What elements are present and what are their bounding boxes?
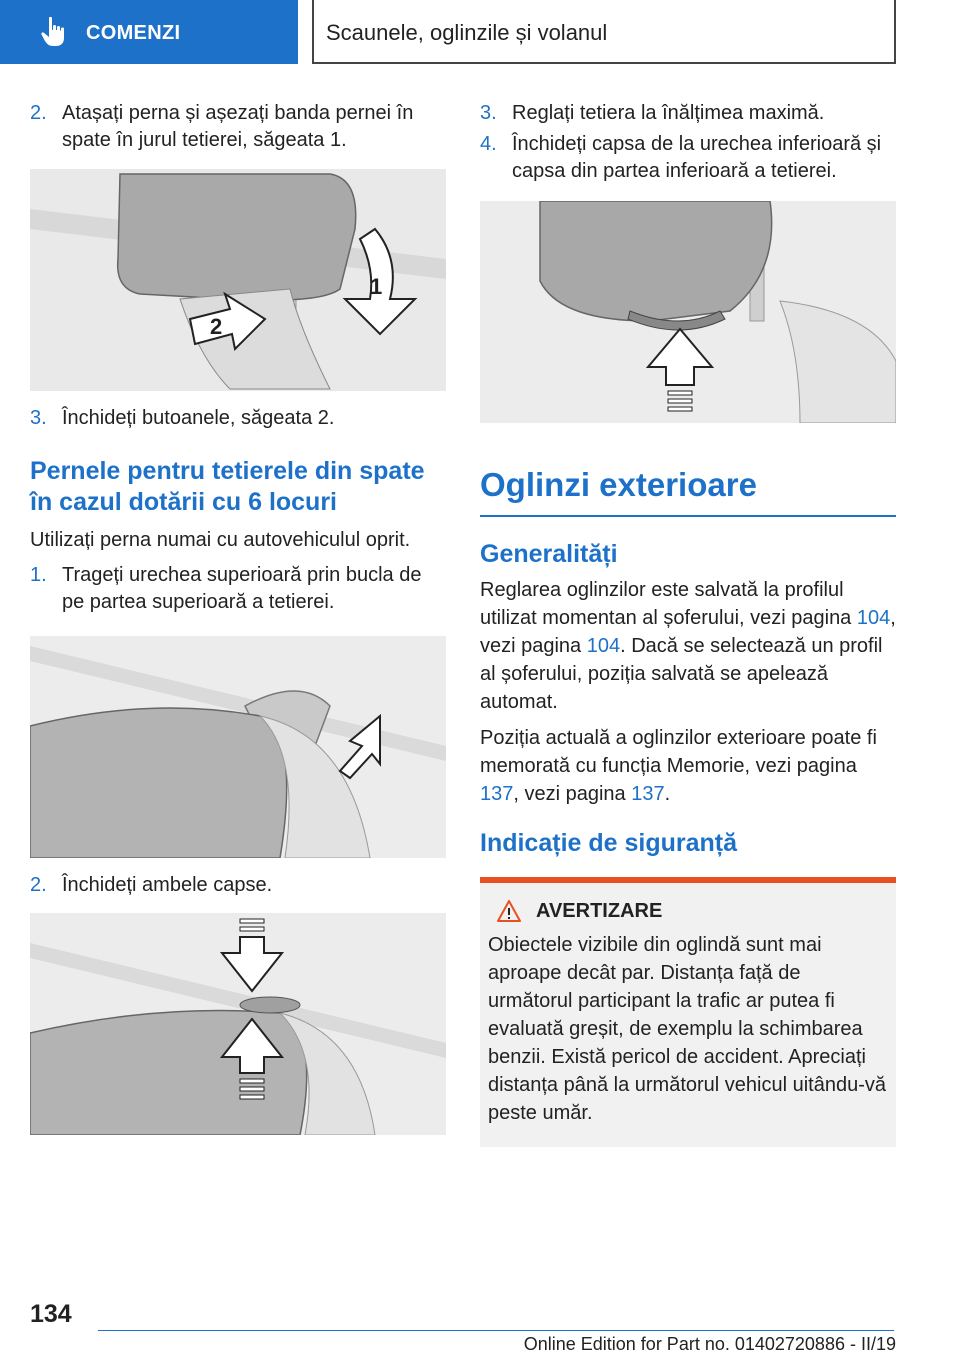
- section-heading-rear-cushions: Pernele pentru tetierele din spate în cazul dotării cu 6 locuri: [30, 457, 425, 516]
- para-text: . Dacă se selectează un profil al șoferului, poziția salvată se apelează automat.: [480, 635, 883, 713]
- step-adjust-headrest: [480, 100, 896, 127]
- step-number: 4.: [480, 133, 497, 155]
- footer-rule: [98, 1330, 894, 1331]
- para-text: , vezi pagina: [513, 783, 632, 805]
- step-number: 3.: [30, 407, 47, 429]
- arrow-1-label: 1: [370, 274, 383, 299]
- warning-label: AVERTIZARE: [536, 899, 663, 922]
- figure-headrest-lower-snap: [480, 201, 896, 423]
- subheading-general: Generalități: [480, 540, 618, 568]
- step-close-buttons: [30, 405, 446, 432]
- page-link-104[interactable]: 104: [856, 607, 891, 629]
- page-number: 134: [30, 1300, 72, 1328]
- section-title-exterior-mirrors: Oglinzi exterioare: [480, 466, 757, 503]
- para-text: Reglarea oglinzilor este salvată la profilul utilizat momentan al șoferului, vezi pagina: [480, 579, 857, 629]
- page-link-137[interactable]: 137: [480, 783, 514, 805]
- warning-box: [480, 877, 896, 1147]
- hand-pointer-icon: [40, 16, 68, 48]
- warning-header: [488, 899, 888, 923]
- step-text: Închideți capsa de la urechea inferioară și capsa din partea inferioară a tetierei.: [512, 133, 882, 182]
- para-text: Poziția actuală a oglinzilor exterioare poate fi memorată cu funcția Memorie, vezi pagina: [480, 727, 877, 777]
- arrow-2-label: 2: [210, 314, 223, 339]
- step-pull-upper-tab: [30, 562, 446, 616]
- title-rule: [480, 515, 896, 517]
- subheading-safety: Indicație de siguranță: [480, 829, 738, 857]
- step-close-both-snaps: [30, 872, 446, 899]
- step-text: Închideți ambele capse.: [62, 874, 273, 896]
- paragraph-profile: [480, 576, 896, 716]
- chapter-tab[interactable]: [0, 0, 298, 64]
- figure-headrest-cushion-arrows: [30, 169, 446, 391]
- step-text: Atașați perna și așezați banda pernei în spate în jurul tetierei, săgeata 1.: [62, 102, 414, 151]
- intro-text: Utilizați perna numai cu autovehiculul oprit.: [30, 529, 411, 551]
- figure-headrest-snaps: [30, 913, 446, 1135]
- figure-headrest-loop: [30, 636, 446, 858]
- footer-edition: Online Edition for Part no. 01402720886 - II/19: [523, 1334, 896, 1354]
- para-text: , vezi pagina: [480, 607, 896, 657]
- step-close-lower-snaps: [480, 131, 896, 185]
- chapter-tab-label: COMENZI: [86, 22, 181, 44]
- paragraph-memory: [480, 724, 896, 808]
- step-text: Reglați tetiera la înălțimea maximă.: [512, 102, 825, 124]
- para-text: .: [664, 783, 671, 805]
- section-header: [312, 0, 896, 64]
- section-title: Scaunele, oglinzile și volanul: [326, 20, 608, 45]
- step-attach-cushion: [30, 100, 446, 154]
- left-column: [30, 100, 446, 1135]
- step-number: 3.: [480, 102, 497, 124]
- step-text: Trageți urechea superioară prin bucla de pe partea superioară a tetierei.: [62, 564, 422, 613]
- right-column: [480, 100, 896, 1147]
- step-number: 2.: [30, 874, 47, 896]
- step-number: 1.: [30, 564, 47, 586]
- warning-triangle-icon: [496, 899, 522, 923]
- step-text: Închideți butoanele, săgeata 2.: [62, 407, 335, 429]
- page-link-137[interactable]: 137: [631, 783, 665, 805]
- page-link-104[interactable]: 104: [586, 635, 621, 657]
- step-number: 2.: [30, 102, 47, 124]
- warning-text: Obiectele vizibile din oglindă sunt mai aproape decât par. Distanța față de următorul participant la trafic ar putea fi evaluată greșit, de exemplu la schimbarea benzii. Există pericol de accident. Apreciați distanța până la următorul vehicul uitându-vă peste umăr.: [488, 934, 887, 1124]
